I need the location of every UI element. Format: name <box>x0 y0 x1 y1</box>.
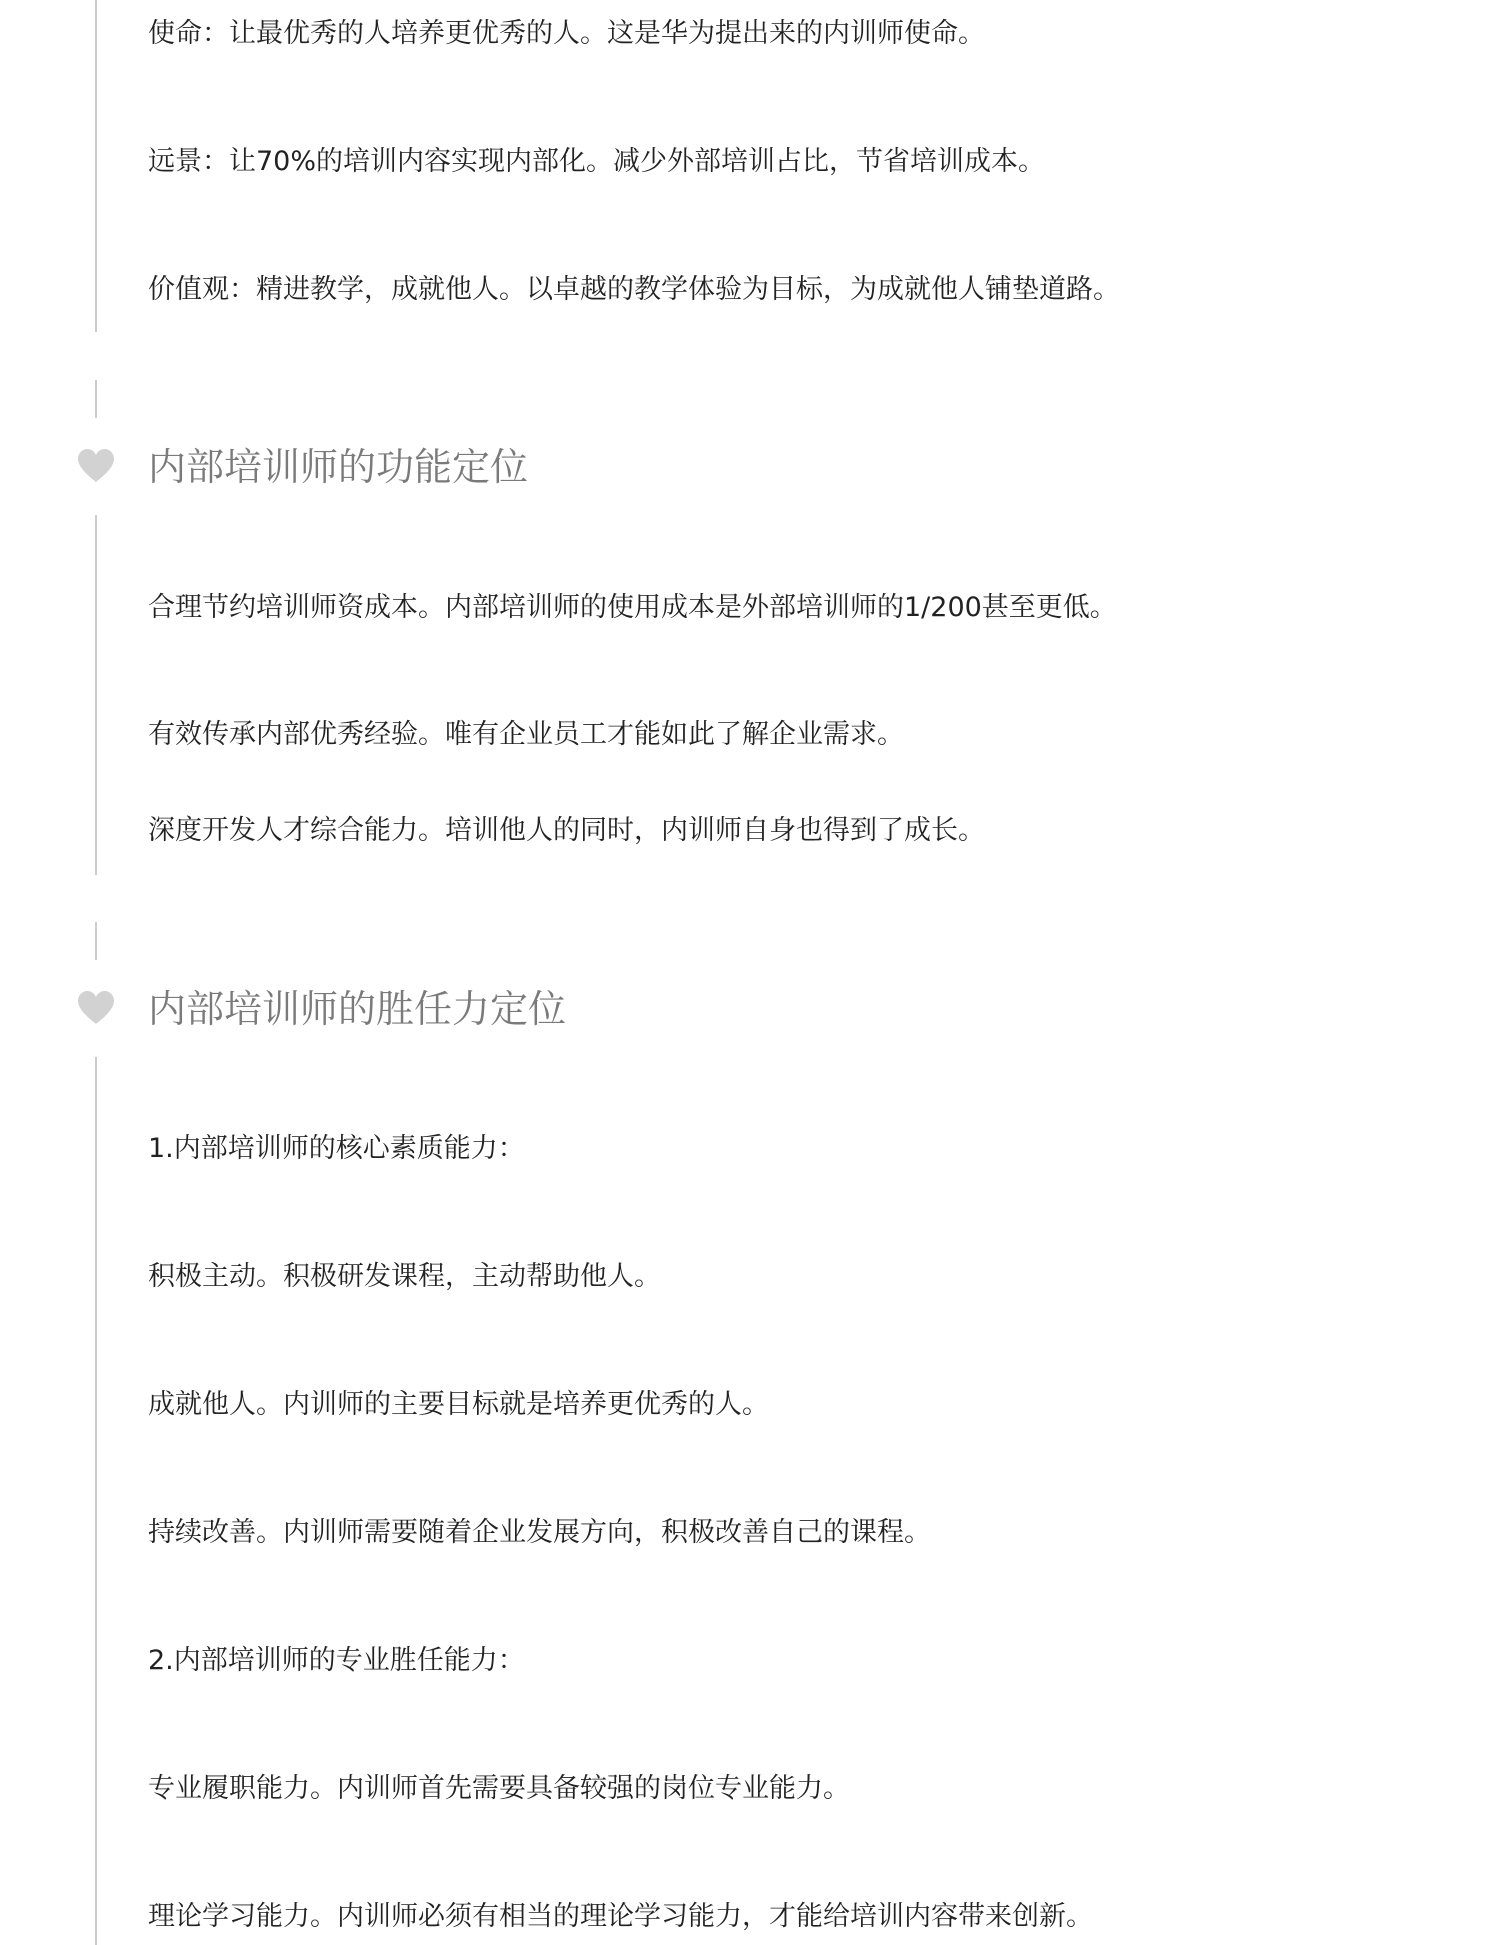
section-title-function: 内部培训师的功能定位 <box>148 445 529 489</box>
competency-item: 成就他人。内训师的主要目标就是培养更优秀的人。 <box>148 1389 769 1420</box>
competency-item: 持续改善。内训师需要随着企业发展方向，积极改善自己的课程。 <box>148 1517 931 1548</box>
timeline-line <box>95 0 97 332</box>
intro-values: 价值观：精进教学，成就他人。以卓越的教学体验为目标，为成就他人铺垫道路。 <box>148 274 1120 305</box>
function-item: 深度开发人才综合能力。培训他人的同时，内训师自身也得到了成长。 <box>148 815 985 846</box>
heart-icon <box>76 448 116 484</box>
function-item: 合理节约培训师资成本。内部培训师的使用成本是外部培训师的1/200甚至更低。 <box>148 592 1117 623</box>
function-item: 有效传承内部优秀经验。唯有企业员工才能如此了解企业需求。 <box>148 719 904 750</box>
heart-icon <box>76 990 116 1026</box>
competency-item: 积极主动。积极研发课程，主动帮助他人。 <box>148 1261 661 1292</box>
competency-subheading: 1.内部培训师的核心素质能力： <box>148 1133 525 1164</box>
competency-item: 专业履职能力。内训师首先需要具备较强的岗位专业能力。 <box>148 1773 850 1804</box>
timeline-line <box>95 922 97 960</box>
timeline-line <box>95 380 97 418</box>
intro-vision: 远景：让70%的培训内容实现内部化。减少外部培训占比，节省培训成本。 <box>148 146 1046 177</box>
competency-item: 理论学习能力。内训师必须有相当的理论学习能力，才能给培训内容带来创新。 <box>148 1901 1093 1932</box>
timeline-line <box>95 1057 97 1945</box>
intro-mission: 使命：让最优秀的人培养更优秀的人。这是华为提出来的内训师使命。 <box>148 18 985 49</box>
section-title-competency: 内部培训师的胜任力定位 <box>148 987 567 1031</box>
competency-subheading: 2.内部培训师的专业胜任能力： <box>148 1645 525 1676</box>
timeline-line <box>95 515 97 875</box>
